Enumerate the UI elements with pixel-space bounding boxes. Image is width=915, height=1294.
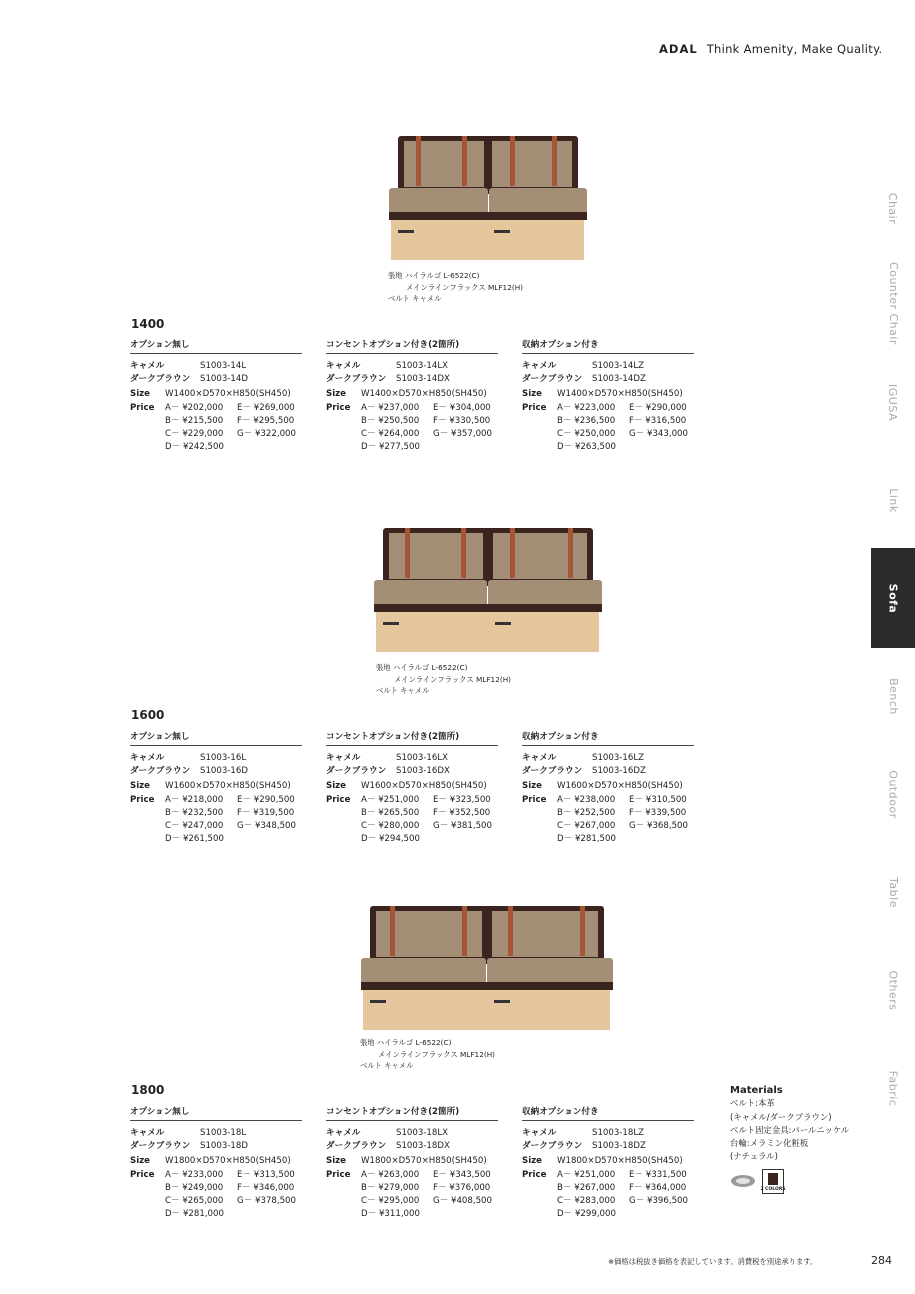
- tab-sofa[interactable]: Sofa: [871, 548, 915, 648]
- tab-table[interactable]: Table: [886, 876, 900, 908]
- tab-counter-chair[interactable]: Counter Chair: [886, 261, 900, 345]
- product-code: S1003-14D: [200, 374, 248, 384]
- fabric-caption: 張地 ハイラルゴ L-6522(C) メインラインフラックス MLF12(H) ベルト キャメル: [360, 1038, 496, 1070]
- sofa-1400-image: [388, 136, 588, 261]
- brand-tagline: Think Amenity, Make Quality.: [706, 42, 883, 56]
- option-block: オプション無し キャメル S1003-14L ダークブラウン S1003-14D Size W1400×D570×H850(SH450) Price A－ ¥202,000 E－ ¥269,000 B－ ¥215,500 F－ ¥295,500 C－ ¥229,000 G－ ¥322,000 D－ ¥242,500: [130, 338, 302, 454]
- size-value: W1400×D570×H850(SH450): [165, 389, 291, 399]
- tab-igusa[interactable]: IGUSA: [886, 383, 900, 421]
- option-block: 収納オプション付き キャメル S1003-16LZ ダークブラウン S1003-16DZ Size W1600×D570×H850(SH450) Price A－ ¥238,000 E－ ¥310,500 B－ ¥252,500 F－ ¥339,500 C－ ¥267,000 G－ ¥368,500 D－ ¥281,500: [522, 730, 694, 846]
- two-colors-icon: 2 COLORS: [762, 1169, 784, 1194]
- brand-logo: ADAL: [659, 42, 698, 56]
- tab-outdoor[interactable]: Outdoor: [886, 769, 900, 819]
- eco-leaf-icon: [730, 1173, 756, 1189]
- model-heading: 1600: [131, 708, 165, 722]
- sofa-1800-image: [360, 906, 614, 1030]
- side-index: [871, 0, 915, 1294]
- sofa-1600-image: [373, 528, 603, 652]
- brand-header: [659, 42, 883, 56]
- model-heading: 1800: [131, 1083, 165, 1097]
- option-block: オプション無し キャメル S1003-18L ダークブラウン S1003-18D Size W1800×D570×H850(SH450) Price A－ ¥233,000 E－ ¥313,500 B－ ¥249,000 F－ ¥346,000 C－ ¥265,000 G－ ¥378,500 D－ ¥281,000: [130, 1105, 302, 1221]
- option-block: 収納オプション付き キャメル S1003-18LZ ダークブラウン S1003-18DZ Size W1800×D570×H850(SH450) Price A－ ¥251,000 E－ ¥331,500 B－ ¥267,000 F－ ¥364,000 C－ ¥283,000 G－ ¥396,500 D－ ¥299,000: [522, 1105, 694, 1221]
- materials-title: Materials: [730, 1085, 783, 1096]
- option-block: オプション無し キャメル S1003-16L ダークブラウン S1003-16D Size W1600×D570×H850(SH450) Price A－ ¥218,000 E－ ¥290,500 B－ ¥232,500 F－ ¥319,500 C－ ¥247,000 G－ ¥348,500 D－ ¥261,500: [130, 730, 302, 846]
- product-code: S1003-14L: [200, 361, 247, 371]
- tab-fabric[interactable]: Fabric: [886, 1070, 900, 1106]
- option-block: コンセントオプション付き(2箇所) キャメル S1003-18LX ダークブラウン S1003-18DX Size W1800×D570×H850(SH450) Price A－ ¥263,000 E－ ¥343,500 B－ ¥279,000 F－ ¥376,000 C－ ¥295,000 G－ ¥408,500 D－ ¥311,000: [326, 1105, 498, 1221]
- fabric-caption: 張地 ハイラルゴ L-6522(C) メインラインフラックス MLF12(H) ベルト キャメル: [388, 271, 524, 303]
- tab-bench[interactable]: Bench: [886, 677, 900, 715]
- materials-block: Materials ベルト:本革 (キャメル/ダークブラウン) ベルト固定金具:パールニッケル 台輪:メラミン化粧板 (ナチュラル) 2 COLORS: [730, 1085, 850, 1192]
- tab-others[interactable]: Others: [886, 970, 900, 1010]
- option-block: コンセントオプション付き(2箇所) キャメル S1003-14LX ダークブラウン S1003-14DX Size W1400×D570×H850(SH450) Price A－ ¥237,000 E－ ¥304,000 B－ ¥250,500 F－ ¥330,500 C－ ¥264,000 G－ ¥357,000 D－ ¥277,500: [326, 338, 498, 454]
- tax-note: ※価格は税抜き価格を表記しています。消費税を別途承ります。: [608, 1257, 818, 1266]
- tab-chair[interactable]: Chair: [886, 192, 900, 224]
- option-block: 収納オプション付き キャメル S1003-14LZ ダークブラウン S1003-14DZ Size W1400×D570×H850(SH450) Price A－ ¥223,000 E－ ¥290,000 B－ ¥236,500 F－ ¥316,500 C－ ¥250,000 G－ ¥343,000 D－ ¥263,500: [522, 338, 694, 454]
- model-heading: 1400: [131, 317, 165, 331]
- tab-link[interactable]: Link: [886, 487, 900, 513]
- option-block: コンセントオプション付き(2箇所) キャメル S1003-16LX ダークブラウン S1003-16DX Size W1600×D570×H850(SH450) Price A－ ¥251,000 E－ ¥323,500 B－ ¥265,500 F－ ¥352,500 C－ ¥280,000 G－ ¥381,500 D－ ¥294,500: [326, 730, 498, 846]
- fabric-caption: 張地 ハイラルゴ L-6522(C) メインラインフラックス MLF12(H) ベルト キャメル: [376, 663, 512, 695]
- page-number: 284: [871, 1254, 892, 1267]
